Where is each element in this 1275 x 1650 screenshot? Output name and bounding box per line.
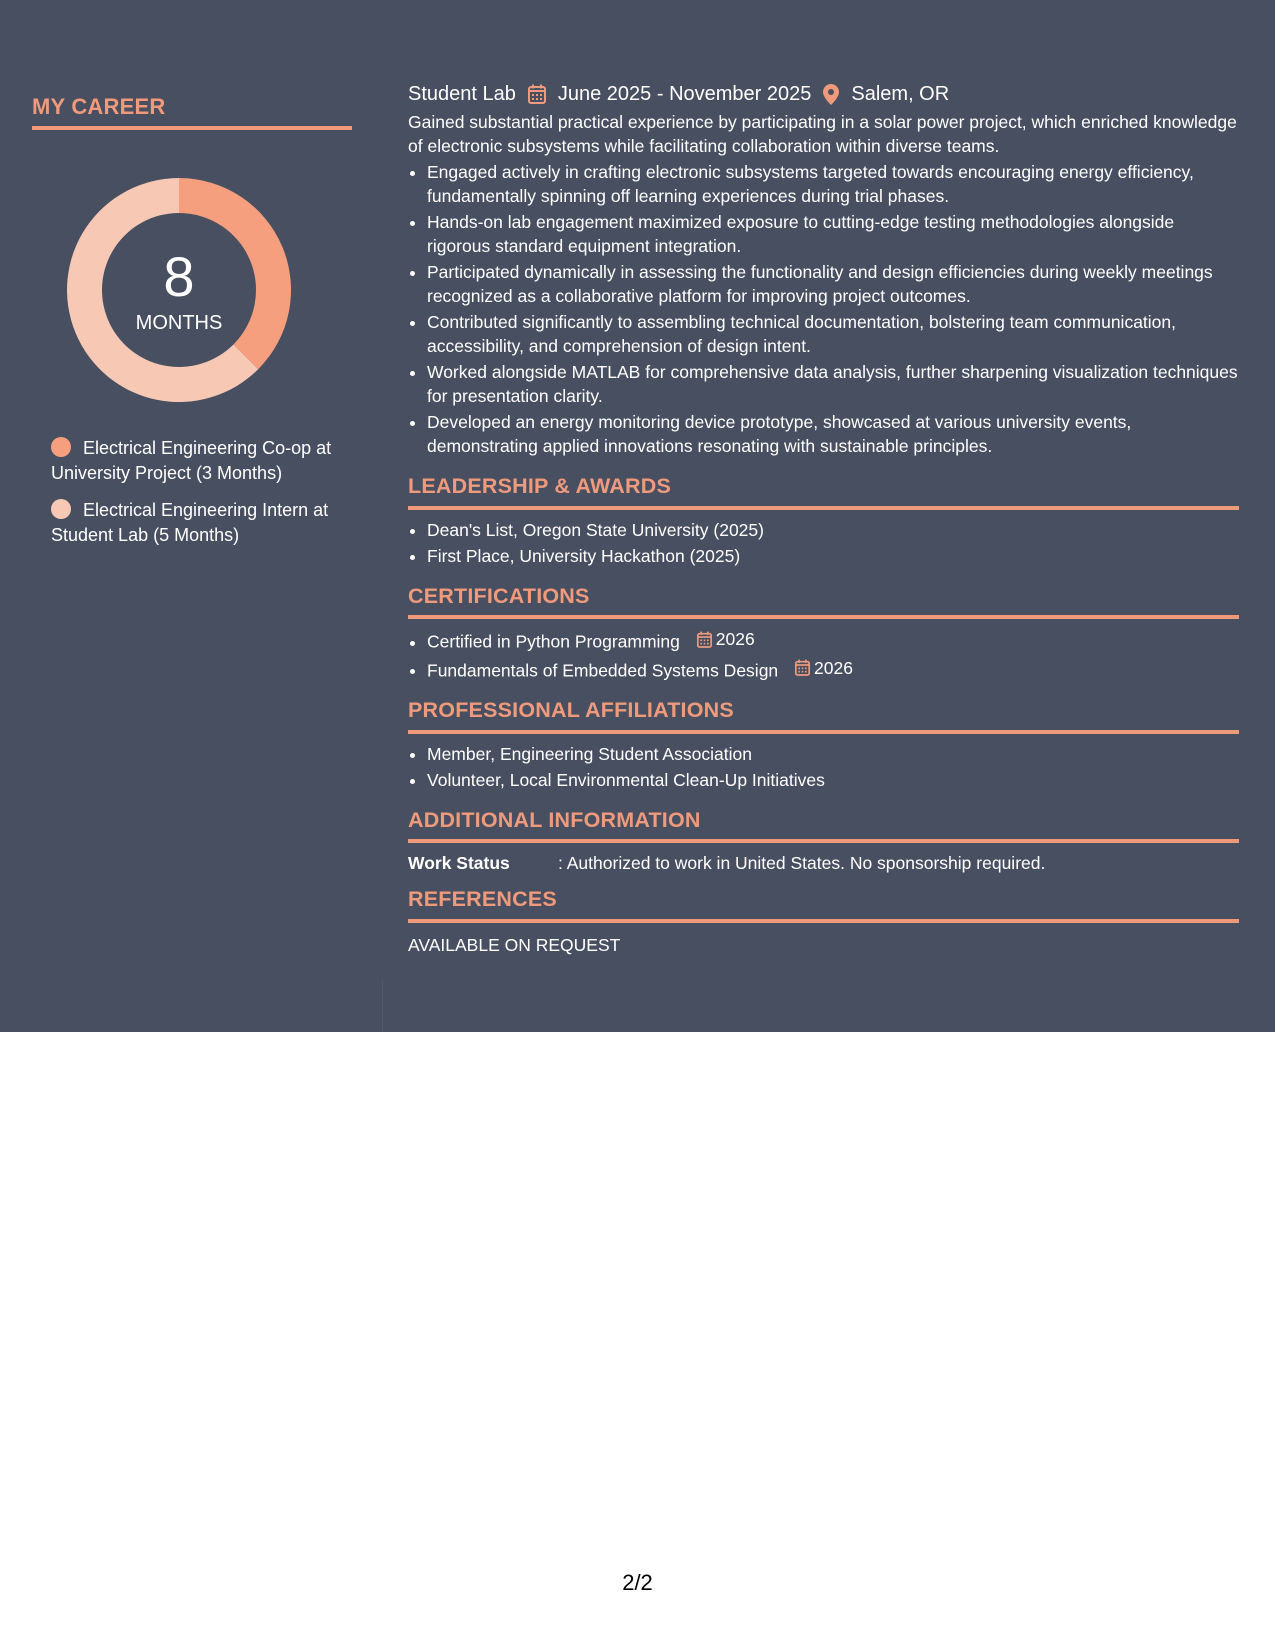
calendar-icon (795, 659, 814, 676)
leadership-list (427, 518, 1239, 568)
cert-date (697, 627, 755, 651)
legend-item (51, 436, 351, 486)
legend-dot-icon (51, 437, 71, 457)
column-divider (382, 978, 383, 1032)
affiliations-section (408, 700, 1239, 792)
legend-label: Electrical Engineering Co-op at University Project (3 Months) (51, 438, 332, 483)
page-number: 2/2 (622, 1570, 653, 1595)
list-item: • Worked alongside MATLAB for comprehensive data analysis, further sharpening visualization techniques for presentation clarity. (427, 360, 1239, 408)
list-item: • Member, Engineering Student Association (427, 742, 1239, 766)
career-title: MY CAREER (32, 96, 352, 130)
legend-item (51, 498, 351, 548)
job-location: Salem, OR (851, 83, 950, 105)
donut-total-unit: MONTHS (135, 312, 223, 334)
donut-total-value: 8 (163, 245, 195, 308)
leadership-title: LEADERSHIP & AWARDS (408, 476, 1239, 510)
main-content (408, 80, 1239, 957)
references-title: REFERENCES (408, 889, 1239, 923)
job-dates: June 2025 - November 2025 (557, 83, 812, 105)
cert-date (795, 656, 853, 680)
job-header (408, 80, 1239, 108)
calendar-icon (697, 631, 716, 648)
certifications-list (427, 627, 1239, 682)
career-sidebar (32, 96, 352, 130)
legend-dot-icon (51, 499, 71, 519)
leadership-section (408, 476, 1239, 568)
job-summary: Gained substantial practical experience by participating in a solar power project, which enriched knowledge of electronic subsystems while facilitating collaboration within diverse teams. (408, 112, 1237, 156)
legend-label: Electrical Engineering Intern at Student Lab (5 Months) (51, 500, 329, 545)
calendar-icon (528, 84, 546, 104)
list-item: • Hands-on lab engagement maximized exposure to cutting-edge testing methodologies alongside rigorous standard equipment integration. (427, 210, 1239, 258)
list-item: • Developed an energy monitoring device prototype, showcased at various university events, demonstrating applied innovations resonating with sustainable principles. (427, 410, 1239, 458)
job-company: Student Lab (408, 83, 516, 105)
career-donut-chart (66, 177, 292, 403)
affiliations-list (427, 742, 1239, 792)
cert-year: 2026 (715, 629, 755, 649)
job-bullets (427, 160, 1239, 458)
list-item (427, 656, 1239, 683)
list-item: • Engaged actively in crafting electronic subsystems targeted towards encouraging energy efficiency, fundamentally spinning off learning experiences during trial phases. (427, 160, 1239, 208)
list-item: • Dean's List, Oregon State University (2025) (427, 518, 1239, 542)
cert-year: 2026 (814, 657, 853, 678)
references-section (408, 889, 1239, 957)
certifications-title: CERTIFICATIONS (408, 586, 1239, 620)
donut-center (66, 177, 292, 403)
list-item: • First Place, University Hackathon (2025) (427, 544, 1239, 568)
additional-info-title: ADDITIONAL INFORMATION (408, 810, 1239, 844)
list-item (427, 627, 1239, 654)
work-status-label: Work Status (408, 853, 510, 873)
cert-name: Certified in Python Programming (427, 631, 680, 652)
list-item: • Volunteer, Local Environmental Clean-Up Initiatives (427, 768, 1239, 792)
cert-name: Fundamentals of Embedded Systems Design (427, 660, 779, 680)
work-status-row (408, 851, 1239, 875)
list-item: • Participated dynamically in assessing the functionality and design efficiencies during weekly meetings recognized as a collaborative platform for improving project outcomes. (427, 260, 1239, 308)
references-text: AVAILABLE ON REQUEST (408, 934, 621, 955)
additional-info-section (408, 807, 1239, 876)
certifications-section (408, 583, 1239, 683)
list-item: • Contributed significantly to assembling technical documentation, bolstering team communication, accessibility, and comprehension of design intent. (427, 310, 1239, 358)
career-legend (51, 436, 351, 560)
work-status-value: : Authorized to work in United States. No sponsorship required. (558, 853, 1046, 873)
map-pin-icon (823, 84, 839, 105)
affiliations-title: PROFESSIONAL AFFILIATIONS (408, 700, 1239, 734)
